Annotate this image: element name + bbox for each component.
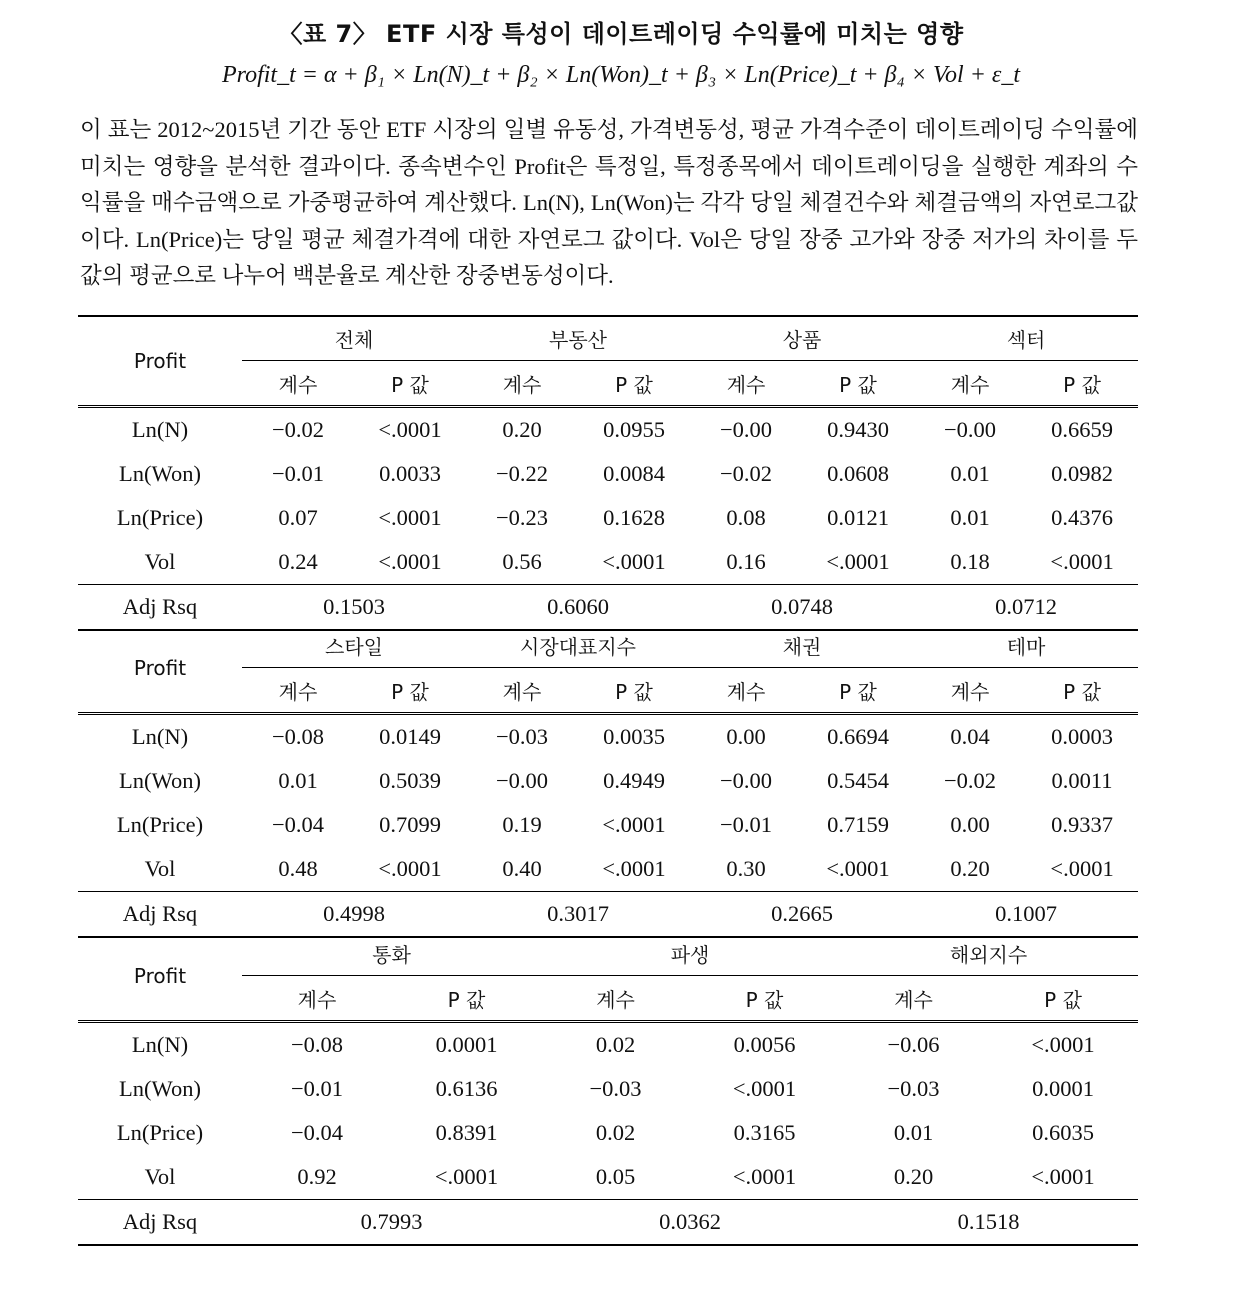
adj-rsq-value: 0.1518 [839,1200,1138,1246]
table-row [78,407,1138,453]
adj-rsq-row [78,1200,1138,1246]
pval-header: P 값 [1026,361,1138,407]
table-row [78,452,1138,496]
row-label: Ln(N) [131,417,189,442]
table-cell: −0.08 [271,724,325,749]
panel-3-table [78,932,1138,1246]
table-cell: 0.0003 [1051,724,1113,749]
profit-header: Profit [78,624,242,714]
table-cell: 0.40 [502,856,542,881]
coef-header: 계수 [690,668,802,714]
pval-header: P 값 [392,976,541,1022]
row-label: Ln(Won) [119,461,201,486]
adj-rsq-value: 0.6060 [466,585,690,631]
table-cell: 0.6136 [435,1076,498,1101]
profit-header: Profit [78,316,242,407]
table-cell: 0.07 [278,505,318,530]
table-cell: −0.06 [887,1032,940,1057]
table-cell: −0.23 [495,505,549,530]
table-cell: −0.03 [589,1076,642,1101]
table-cell: 0.0982 [1051,461,1113,486]
coef-header: 계수 [541,976,690,1022]
table-row [78,540,1138,585]
coef-header: 계수 [242,668,354,714]
table-cell: 0.00 [950,812,990,837]
table-cell: 0.3165 [733,1120,796,1145]
table-row [78,1022,1138,1068]
pval-header: P 값 [690,976,839,1022]
table-cell: 0.5039 [379,768,441,793]
adj-rsq-value: 0.0748 [690,585,914,631]
coef-header: 계수 [690,361,802,407]
table-row [78,1067,1138,1111]
table-cell: 0.56 [502,549,542,574]
pval-header: P 값 [1026,668,1138,714]
table-cell: −0.00 [719,768,773,793]
table-cell: −0.01 [290,1076,344,1101]
table-cell: 0.0084 [603,461,665,486]
table-row [78,803,1138,847]
coef-header: 계수 [914,668,1026,714]
table-cell: 0.0033 [379,461,441,486]
table-cell: <.0001 [378,417,442,442]
table-cell: −0.22 [495,461,549,486]
coef-header: 계수 [839,976,988,1022]
table-cell: <.0001 [602,549,666,574]
table-cell: 0.19 [502,812,542,837]
table-cell: −0.02 [271,417,325,442]
group-header: 섹터 [914,316,1138,361]
table-cell: <.0001 [732,1164,797,1189]
table-cell: <.0001 [602,856,666,881]
table-cell: 0.20 [502,417,542,442]
table-row [78,496,1138,540]
table-cell: 0.6694 [827,724,889,749]
pval-header: P 값 [354,668,466,714]
table-cell: −0.04 [290,1120,344,1145]
table-cell: −0.02 [943,768,997,793]
table-cell: <.0001 [434,1164,499,1189]
adj-rsq-value: 0.0712 [914,585,1138,631]
formula-text: Profit_t = α + β₁ × Ln(N)_t + β₂ × Ln(Won)_t + β₃ × Ln(Price)_t + β₄ × Vol + ε_t [221,62,1021,88]
table-cell: 0.20 [893,1164,934,1189]
group-header: 스타일 [242,624,466,668]
table-cell: <.0001 [378,856,442,881]
table-cell: <.0001 [826,856,890,881]
group-header: 부동산 [466,316,690,361]
table-cell: 0.7159 [827,812,889,837]
table-cell: <.0001 [1031,1164,1095,1189]
table-cell: 0.24 [278,549,318,574]
table-row [78,1111,1138,1155]
adj-rsq-label: Adj Rsq [78,892,242,938]
coef-header: 계수 [242,976,392,1022]
table-cell: 0.0121 [827,505,889,530]
pval-header: P 값 [578,668,690,714]
adj-rsq-value: 0.0362 [541,1200,839,1246]
table-cell: 0.48 [278,856,318,881]
table-cell: 0.9430 [827,417,889,442]
table-cell: 0.01 [278,768,318,793]
table-cell: 0.4949 [603,768,665,793]
table-cell: 0.0035 [603,724,665,749]
row-label: Vol [144,549,176,574]
table-cell: 0.04 [950,724,990,749]
table-cell: <.0001 [826,549,890,574]
coef-header: 계수 [466,361,578,407]
table-cell: 0.18 [950,549,990,574]
table-row [78,759,1138,803]
table-row [78,1155,1138,1200]
table-cell: 0.01 [893,1120,934,1145]
table-cell: 0.02 [595,1120,636,1145]
table-cell: 0.6035 [1032,1120,1094,1145]
row-label: Ln(Won) [119,1076,201,1101]
table-row [78,714,1138,760]
adj-rsq-value: 0.2665 [690,892,914,938]
table-cell: 0.05 [595,1164,636,1189]
row-label: Vol [144,1164,176,1189]
group-header: 채권 [690,624,914,668]
table-cell: 0.8391 [435,1120,498,1145]
adj-rsq-value: 0.7993 [242,1200,541,1246]
table-cell: −0.02 [719,461,773,486]
table-cell: 0.0955 [603,417,665,442]
table-cell: 0.0149 [379,724,441,749]
table-cell: 0.08 [726,505,766,530]
table-title: 〈표 7〉 ETF 시장 특성이 데이트레이딩 수익률에 미치는 영향 [278,20,964,48]
table-cell: 0.92 [297,1164,337,1189]
row-label: Ln(Price) [116,812,204,837]
adj-rsq-value: 0.3017 [466,892,690,938]
table-cell: 0.02 [595,1032,636,1057]
row-label: Ln(Price) [116,505,204,530]
table-cell: 0.7099 [379,812,441,837]
table-cell: <.0001 [1050,856,1114,881]
table-cell: <.0001 [378,505,442,530]
table-cell: 0.1628 [603,505,665,530]
table-cell: −0.00 [495,768,549,793]
table-cell: 0.4376 [1051,505,1113,530]
table-caption: 이 표는 2012~2015년 기간 동안 ETF 시장의 일별 유동성, 가격변동성, 평균 가격수준이 데이트레이딩 수익률에 미치는 영향을 분석한 결과이다. 종속변수인 Profit은 특정일, 특정종목에서 데이트레이딩을 실행한 계좌의 수익률을 매수금액으로 가중평균하여 계산했다. Ln(N), Ln(Won)는 각각 당일 체결건수와 체결금액의 자연로그값이다. Ln(Price)는 당일 평균 체결가격에 대한 자연로그 값이다. Vol은 당일 장중 고가와 장중 저가의 차이를 두 값의 평균으로 나누어 백분율로 계산한 장중변동성이다. [80,117,1138,288]
table-cell: 0.0001 [435,1032,498,1057]
table-cell: 0.20 [950,856,990,881]
pval-header: P 값 [988,976,1138,1022]
row-label: Vol [144,856,176,881]
row-label: Ln(Price) [116,1120,204,1145]
coef-header: 계수 [242,361,354,407]
adj-rsq-value: 0.1007 [914,892,1138,938]
adj-rsq-label: Adj Rsq [78,1200,242,1246]
table-cell: <.0001 [378,549,442,574]
table-cell: <.0001 [1050,549,1114,574]
table-cell: 0.30 [726,856,766,881]
row-label: Ln(N) [131,1032,189,1057]
table-cell: 0.01 [950,505,990,530]
table-cell: −0.08 [290,1032,344,1057]
group-header: 통화 [242,932,541,976]
table-cell: 0.01 [950,461,990,486]
table-row [78,847,1138,892]
table-cell: 0.0608 [827,461,889,486]
panel-2-table [78,624,1138,938]
group-header: 테마 [914,624,1138,668]
table-cell: 0.00 [726,724,766,749]
table-cell: 0.9337 [1051,812,1113,837]
group-header: 파생 [541,932,839,976]
pval-header: P 값 [802,361,914,407]
table-cell: 0.0001 [1032,1076,1094,1101]
adj-rsq-row [78,892,1138,938]
regression-formula [0,62,1242,89]
pval-header: P 값 [354,361,466,407]
row-label: Ln(Won) [119,768,201,793]
table-cell: −0.01 [719,812,773,837]
group-header: 전체 [242,316,466,361]
table-cell: 0.16 [726,549,766,574]
group-header: 시장대표지수 [466,624,690,668]
table-cell: −0.01 [271,461,325,486]
group-header: 상품 [690,316,914,361]
panel-1-table [78,315,1138,631]
group-header: 해외지수 [839,932,1138,976]
adj-rsq-value: 0.1503 [242,585,466,631]
table-cell: −0.00 [943,417,997,442]
table-cell: <.0001 [732,1076,797,1101]
table-cell: −0.03 [887,1076,940,1101]
pval-header: P 값 [802,668,914,714]
adj-rsq-label: Adj Rsq [78,585,242,631]
table-cell: 0.6659 [1051,417,1113,442]
table-cell: <.0001 [602,812,666,837]
table-cell: −0.03 [495,724,549,749]
table-cell: 0.0056 [733,1032,796,1057]
adj-rsq-value: 0.4998 [242,892,466,938]
table-cell: 0.5454 [827,768,889,793]
profit-header: Profit [78,932,242,1022]
coef-header: 계수 [466,668,578,714]
row-label: Ln(N) [131,724,189,749]
table-cell: −0.00 [719,417,773,442]
coef-header: 계수 [914,361,1026,407]
pval-header: P 값 [578,361,690,407]
table-cell: 0.0011 [1051,768,1113,793]
table-cell: −0.04 [271,812,325,837]
table-cell: <.0001 [1031,1032,1095,1057]
